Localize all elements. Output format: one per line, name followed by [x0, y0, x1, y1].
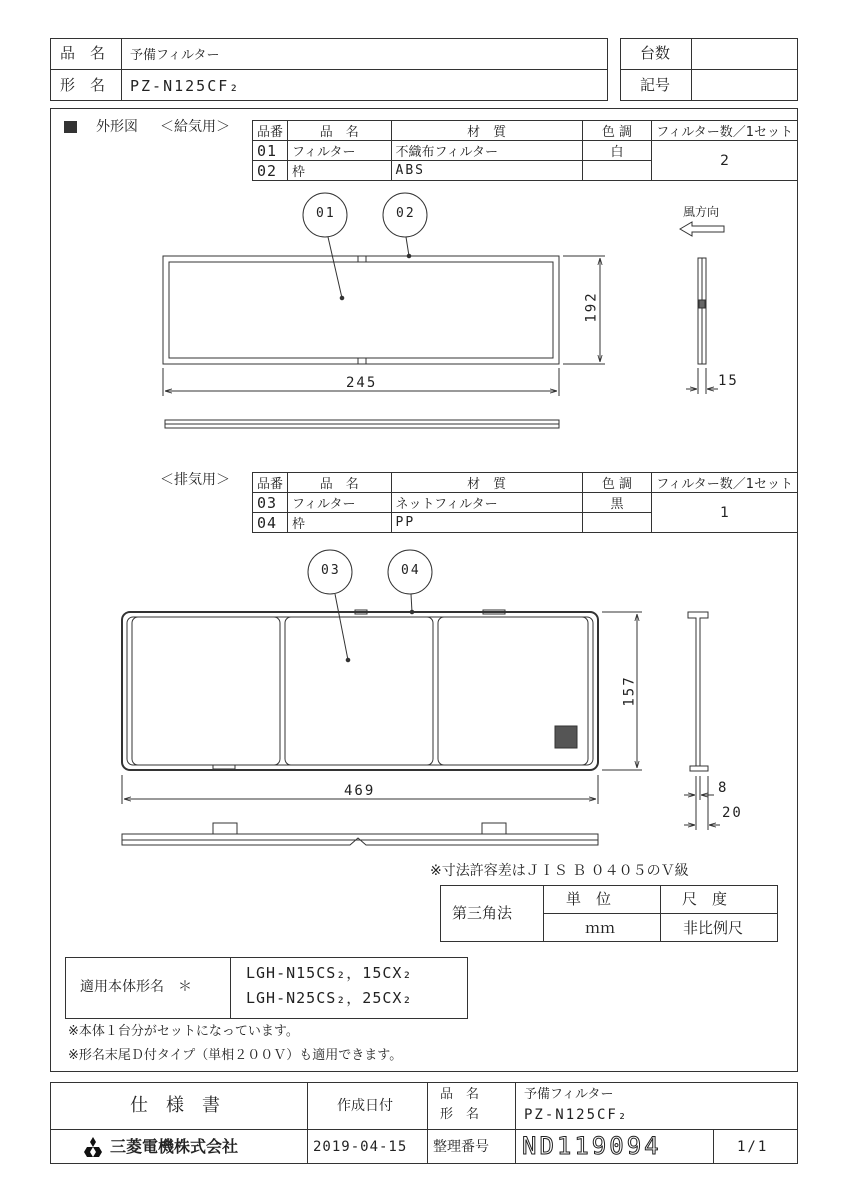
footer-created-label: 作成日付: [337, 1098, 393, 1114]
projection-method: 第三角法: [452, 904, 513, 922]
dim-exhaust-depth-b: 20: [722, 805, 743, 821]
footer-seiri-label: 整理番号: [433, 1139, 489, 1155]
part-material: ABS: [391, 161, 582, 181]
footer-divider-h: [50, 1129, 798, 1130]
applicable-line-1: LGH-N15CS₂，15CX₂: [246, 964, 413, 982]
header-daisu-label: 台数: [640, 44, 671, 62]
note-2: ※形名末尾Ｄ付タイプ（単相２００Ｖ）も適用できます。: [68, 1048, 403, 1063]
footer-divider-v1: [307, 1082, 308, 1164]
footer-hinmei-value: 予備フィルター: [524, 1087, 614, 1102]
part-color: 黒: [582, 493, 652, 513]
part-name: フィルター: [288, 141, 392, 161]
dim-exhaust-depth-a: 8: [718, 780, 729, 796]
supply-filter-bottom-view: [165, 420, 559, 428]
footer-divider-v4: [713, 1129, 714, 1164]
header-hinmei-value: 予備フィルター: [130, 48, 220, 63]
col-header-color: 色 調: [582, 473, 652, 493]
part-name: 枠: [288, 161, 392, 181]
footer-seiri-value: ND119094: [522, 1132, 662, 1160]
wind-direction-label: 風方向: [683, 205, 720, 219]
callout-02: 02: [396, 206, 416, 221]
unit-label: 単 位: [566, 890, 612, 908]
col-header-color: 色 調: [582, 121, 652, 141]
supply-filter-front-view: [163, 193, 605, 396]
filter-count: 1: [652, 493, 798, 533]
dim-supply-depth: 15: [718, 373, 739, 389]
header-katamei-value: PZ-N125CF₂: [130, 77, 241, 95]
tolerance-note: ※寸法許容差はＪＩＳ Ｂ ０４０５のＶ級: [430, 863, 689, 879]
footer-created-date: 2019-04-15: [313, 1139, 408, 1155]
scale-label: 尺 度: [682, 890, 728, 908]
applicable-label: 適用本体形名 ＊: [80, 979, 192, 995]
section-title: 外形図: [96, 119, 138, 135]
dim-exhaust-height: 157: [621, 675, 638, 707]
footer-katamei-value: PZ-N125CF₂: [524, 1107, 629, 1123]
col-header-count: フィルター数／1セット: [652, 473, 798, 493]
dim-supply-height: 192: [583, 291, 600, 323]
footer-divider-v3: [515, 1082, 516, 1164]
callout-04: 04: [401, 563, 421, 578]
applicable-line-2: LGH-N25CS₂，25CX₂: [246, 989, 413, 1007]
company-logo: [82, 1137, 104, 1157]
callout-01: 01: [316, 206, 336, 221]
part-material: ネットフィルター: [391, 493, 582, 513]
footer-katamei-label: 形 名: [440, 1107, 480, 1122]
part-no: 03: [253, 493, 288, 513]
supply-label: ＜給気用＞: [160, 119, 230, 135]
footer-divider-v2: [427, 1082, 428, 1164]
header-katamei-label: 形 名: [60, 76, 106, 94]
header-hinmei-label: 品 名: [60, 44, 106, 62]
footer-company: 三菱電機株式会社: [110, 1137, 239, 1156]
projection-divider-h: [543, 913, 778, 914]
footer-hinmei-label: 品 名: [440, 1087, 480, 1102]
part-color: 白: [582, 141, 652, 161]
col-header-no: 品番: [253, 121, 288, 141]
exhaust-filter-bottom-view: [122, 823, 598, 845]
dim-exhaust-width: 469: [344, 783, 376, 799]
part-material: 不織布フィルター: [391, 141, 582, 161]
col-header-name: 品 名: [288, 473, 392, 493]
exhaust-label: ＜排気用＞: [160, 472, 230, 488]
col-header-no: 品番: [253, 473, 288, 493]
col-header-material: 材 質: [391, 121, 582, 141]
part-material: PP: [391, 513, 582, 533]
part-name: フィルター: [288, 493, 392, 513]
callout-03: 03: [321, 563, 341, 578]
part-no: 04: [253, 513, 288, 533]
applicable-divider-v: [230, 957, 231, 1019]
supply-filter-side-view: [680, 222, 724, 394]
dim-supply-width: 245: [346, 375, 378, 391]
unit-value: ｍｍ: [585, 919, 616, 937]
col-header-material: 材 質: [391, 473, 582, 493]
footer-page: 1/1: [737, 1139, 769, 1155]
exhaust-filter-side-view: [684, 612, 720, 830]
part-no: 02: [253, 161, 288, 181]
part-name: 枠: [288, 513, 392, 533]
part-no: 01: [253, 141, 288, 161]
header-kigo-label: 記号: [640, 76, 671, 94]
footer-doc-type: 仕 様 書: [130, 1095, 220, 1116]
col-header-name: 品 名: [288, 121, 392, 141]
note-1: ※本体１台分がセットになっています。: [68, 1024, 299, 1039]
filter-count: 2: [652, 141, 798, 181]
exhaust-filter-front-view: [122, 550, 642, 804]
scale-value: 非比例尺: [683, 919, 744, 937]
wind-arrow-icon: [680, 222, 724, 236]
col-header-count: フィルター数／1セット: [652, 121, 798, 141]
